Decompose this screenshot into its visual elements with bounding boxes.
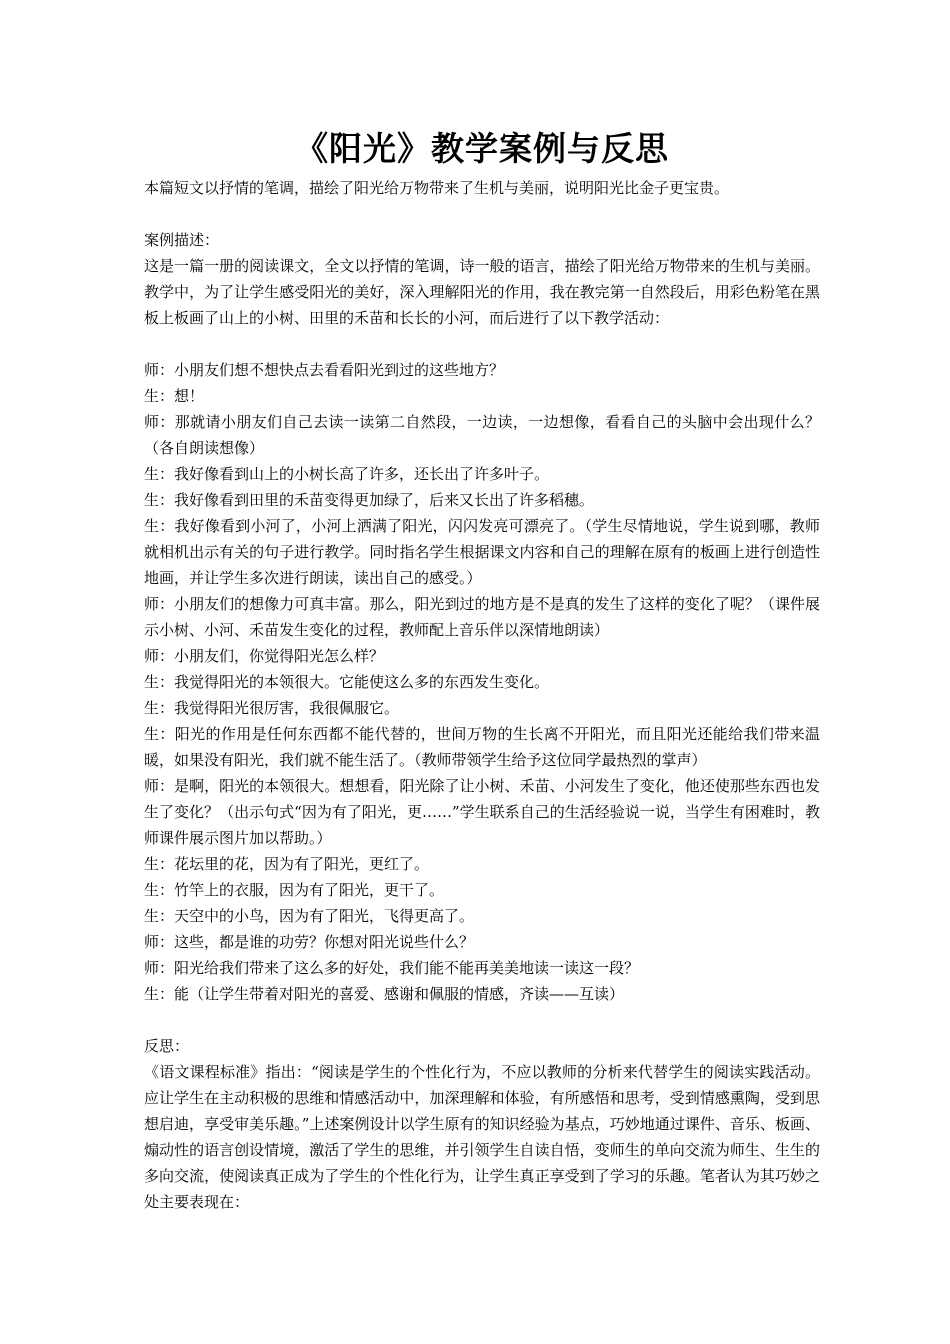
case-intro-paragraph: 这是一篇一册的阅读课文，全文以抒情的笔调，诗一般的语言，描绘了阳光给万物带来的生机与美丽。教学中，为了让学生感受阳光的美好，深入理解阳光的作用，我在教完第一自然段后，用彩色粉笔在黑板上板画了山上的小树、田里的禾苗和长长的小河，而后进行了以下教学活动： <box>144 257 820 327</box>
dialogue-line: 生：阳光的作用是任何东西都不能代替的，世间万物的生长离不开阳光，而且阳光还能给我们带来温暖，如果没有阳光，我们就不能生活了。（教师带领学生给予这位同学最热烈的掌声） <box>144 725 820 769</box>
document-body <box>144 175 820 1215</box>
case-heading: 案例描述： <box>144 231 220 249</box>
dialogue-line: 师：小朋友们想不想快点去看看阳光到过的这些地方？ <box>144 361 505 379</box>
dialogue-line: 师：这些，都是谁的功劳？你想对阳光说些什么？ <box>144 933 475 951</box>
reflection-heading: 反思： <box>144 1037 190 1055</box>
intro-paragraph: 本篇短文以抒情的笔调，描绘了阳光给万物带来了生机与美丽，说明阳光比金子更宝贵。 <box>144 179 730 197</box>
dialogue-line: 生：竹竿上的衣服，因为有了阳光，更干了。 <box>144 881 445 899</box>
dialogue-line: 师：小朋友们的想像力可真丰富。那么，阳光到过的地方是不是真的发生了这样的变化了呢？（课件展示小树、小河、禾苗发生变化的过程，教师配上音乐伴以深情地朗读） <box>144 595 820 639</box>
spacer <box>144 1007 820 1033</box>
dialogue-line: 生：天空中的小鸟，因为有了阳光，飞得更高了。 <box>144 907 475 925</box>
dialogue-line: 生：我觉得阳光很厉害，我很佩服它。 <box>144 699 400 717</box>
dialogue-line: 生：我觉得阳光的本领很大。它能使这么多的东西发生变化。 <box>144 673 550 691</box>
spacer <box>144 201 820 227</box>
dialogue-line: 师：阳光给我们带来了这么多的好处，我们能不能再美美地读一读这一段？ <box>144 959 640 977</box>
dialogue-line: 生：我好像看到田里的禾苗变得更加绿了，后来又长出了许多稻穗。 <box>144 491 595 509</box>
dialogue-line: 生：我好像看到山上的小树长高了许多，还长出了许多叶子。 <box>144 465 550 483</box>
reflection-paragraph: 《语文课程标准》指出：“阅读是学生的个性化行为，不应以教师的分析来代替学生的阅读实践活动。应让学生在主动积极的思维和情感活动中，加深理解和体验，有所感悟和思考，受到情感熏陶，受到思想启迪，享受审美乐趣。”上述案例设计以学生原有的知识经验为基点，巧妙地通过课件、音乐、板画、煽动性的语言创设情境，激活了学生的思维，并引领学生自读自悟，变师生的单向交流为师生、生生的多向交流，使阅读真正成为了学生的个性化行为，让学生真正享受到了学习的乐趣。笔者认为其巧妙之处主要表现在： <box>144 1063 820 1211</box>
dialogue-line: 生：能（让学生带着对阳光的喜爱、感谢和佩服的情感，齐读——互读） <box>144 985 625 1003</box>
dialogue-line: 生：想！ <box>144 387 205 405</box>
dialogue-line: 生：我好像看到小河了，小河上洒满了阳光，闪闪发亮可漂亮了。（学生尽情地说，学生说到哪，教师就相机出示有关的句子进行教学。同时指名学生根据课文内容和自己的理解在原有的板画上进行创造性地画，并让学生多次进行朗读，读出自己的感受。） <box>144 517 820 587</box>
dialogue-line: 师：小朋友们，你觉得阳光怎么样？ <box>144 647 385 665</box>
page-title: 《阳光》教学案例与反思 <box>295 129 669 168</box>
spacer <box>144 331 820 357</box>
dialogue-line: 师：是啊，阳光的本领很大。想想看，阳光除了让小树、禾苗、小河发生了变化，他还使那些东西也发生了变化？（出示句式“因为有了阳光，更……”学生联系自己的生活经验说一说，当学生有困难时，教师课件展示图片加以帮助。） <box>144 777 820 847</box>
dialogue-line: 生：花坛里的花，因为有了阳光，更红了。 <box>144 855 430 873</box>
dialogue-line: 师：那就请小朋友们自己去读一读第二自然段，一边读，一边想像，看看自己的头脑中会出现什么？（各自朗读想像） <box>144 413 820 457</box>
